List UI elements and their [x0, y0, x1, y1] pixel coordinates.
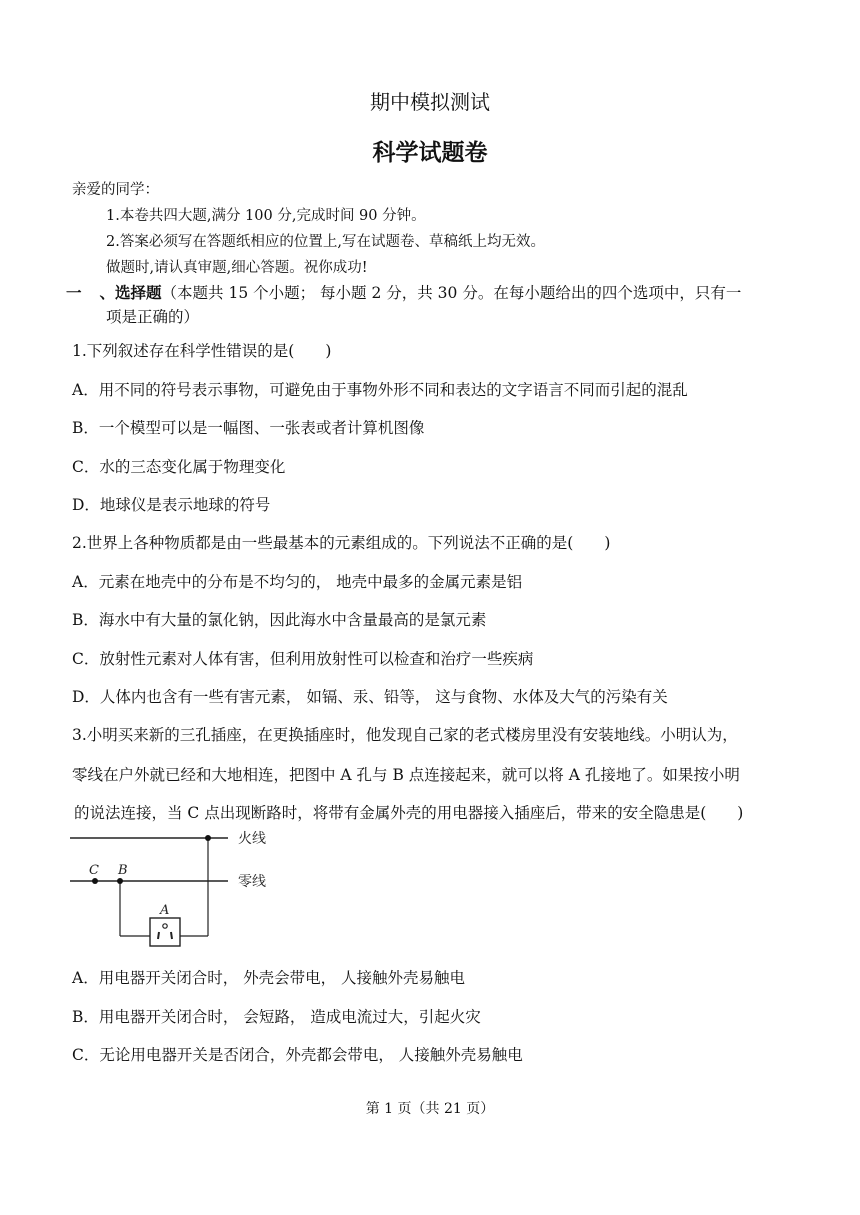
point-c-dot — [92, 878, 98, 884]
question-1-stem: 1.下列叙述存在科学性错误的是( ) — [72, 342, 332, 360]
section-number: 一 — [66, 283, 82, 302]
exam-subtitle: 科学试题卷 — [372, 139, 488, 166]
question-3-option-c: C．无论用电器开关是否闭合，外壳都会带电， 人接触外壳易触电 — [72, 1046, 523, 1064]
question-1-option-b: B．一个模型可以是一幅图、一张表或者计算机图像 — [72, 419, 425, 437]
hole-a-label: A — [160, 903, 170, 918]
page-footer: 第 1 页（共 21 页） — [365, 1101, 495, 1117]
question-2-option-c: C．放射性元素对人体有害，但利用放射性可以检查和治疗一些疾病 — [72, 650, 534, 668]
socket-outline — [150, 918, 180, 946]
notice-item-1: 1.本卷共四大题,满分 100 分,完成时间 90 分钟。 — [106, 208, 426, 224]
live-wire-label: 火线 — [238, 831, 266, 847]
question-3-option-b: B．用电器开关闭合时， 会短路， 造成电流过大，引起火灾 — [72, 1008, 481, 1026]
point-b-label: B — [118, 863, 128, 878]
question-3-stem-line-1: 3.小明买来新的三孔插座，在更换插座时，他发现自己家的老式楼房里没有安装地线。小明认为， — [72, 726, 738, 744]
question-1-option-a: A．用不同的符号表示事物，可避免由于事物外形不同和表达的文字语言不同而引起的混乱 — [72, 381, 688, 399]
question-3-stem-line-2: 零线在户外就已经和大地相连，把图中 A 孔与 B 点连接起来，就可以将 A 孔接地了。如果按小明 — [72, 766, 740, 784]
question-2-option-b: B．海水中有大量的氯化钠，因此海水中含量最高的是氯元素 — [72, 611, 487, 629]
socket-ground-hole — [163, 924, 167, 928]
question-3-option-a: A．用电器开关闭合时， 外壳会带电， 人接触外壳易触电 — [72, 969, 466, 987]
notice-item-2: 2.答案必须写在答题纸相应的位置上,写在试题卷、草稿纸上均无效。 — [106, 234, 545, 250]
live-junction-dot — [205, 835, 211, 841]
question-2-option-d: D．人体内也含有一些有害元素， 如镉、汞、铅等， 这与食物、水体及大气的污染有关 — [72, 688, 668, 706]
exam-title: 期中模拟测试 — [370, 90, 490, 114]
socket-right-hole — [171, 932, 172, 939]
question-2-option-a: A．元素在地壳中的分布是不均匀的， 地壳中最多的金属元素是铝 — [72, 573, 523, 591]
question-1-option-c: C．水的三态变化属于物理变化 — [72, 458, 286, 476]
point-c-label: C — [89, 863, 99, 878]
question-3-stem-line-3: 的说法连接，当 C 点出现断路时，将带有金属外壳的用电器接入插座后，带来的安全隐患是( ) — [74, 804, 744, 822]
point-b-dot — [117, 878, 123, 884]
neutral-wire-label: 零线 — [238, 874, 266, 890]
section-heading — [66, 281, 741, 303]
question-2-stem: 2.世界上各种物质都是由一些最基本的元素组成的。下列说法不正确的是( ) — [72, 534, 611, 552]
circuit-diagram — [68, 826, 278, 950]
section-desc: （本题共 15 个小题； 每小题 2 分，共 30 分。在每小题给出的四个选项中，只有一 — [161, 284, 742, 302]
section-desc-cont: 项是正确的） — [106, 308, 200, 326]
notice-closing: 做题时,请认真审题,细心答题。祝你成功! — [106, 260, 368, 276]
socket-left-hole — [158, 932, 159, 939]
notice-greeting: 亲爱的同学： — [72, 182, 159, 198]
question-1-option-d: D．地球仪是表示地球的符号 — [72, 496, 271, 514]
section-title: 、选择题 — [99, 283, 162, 302]
